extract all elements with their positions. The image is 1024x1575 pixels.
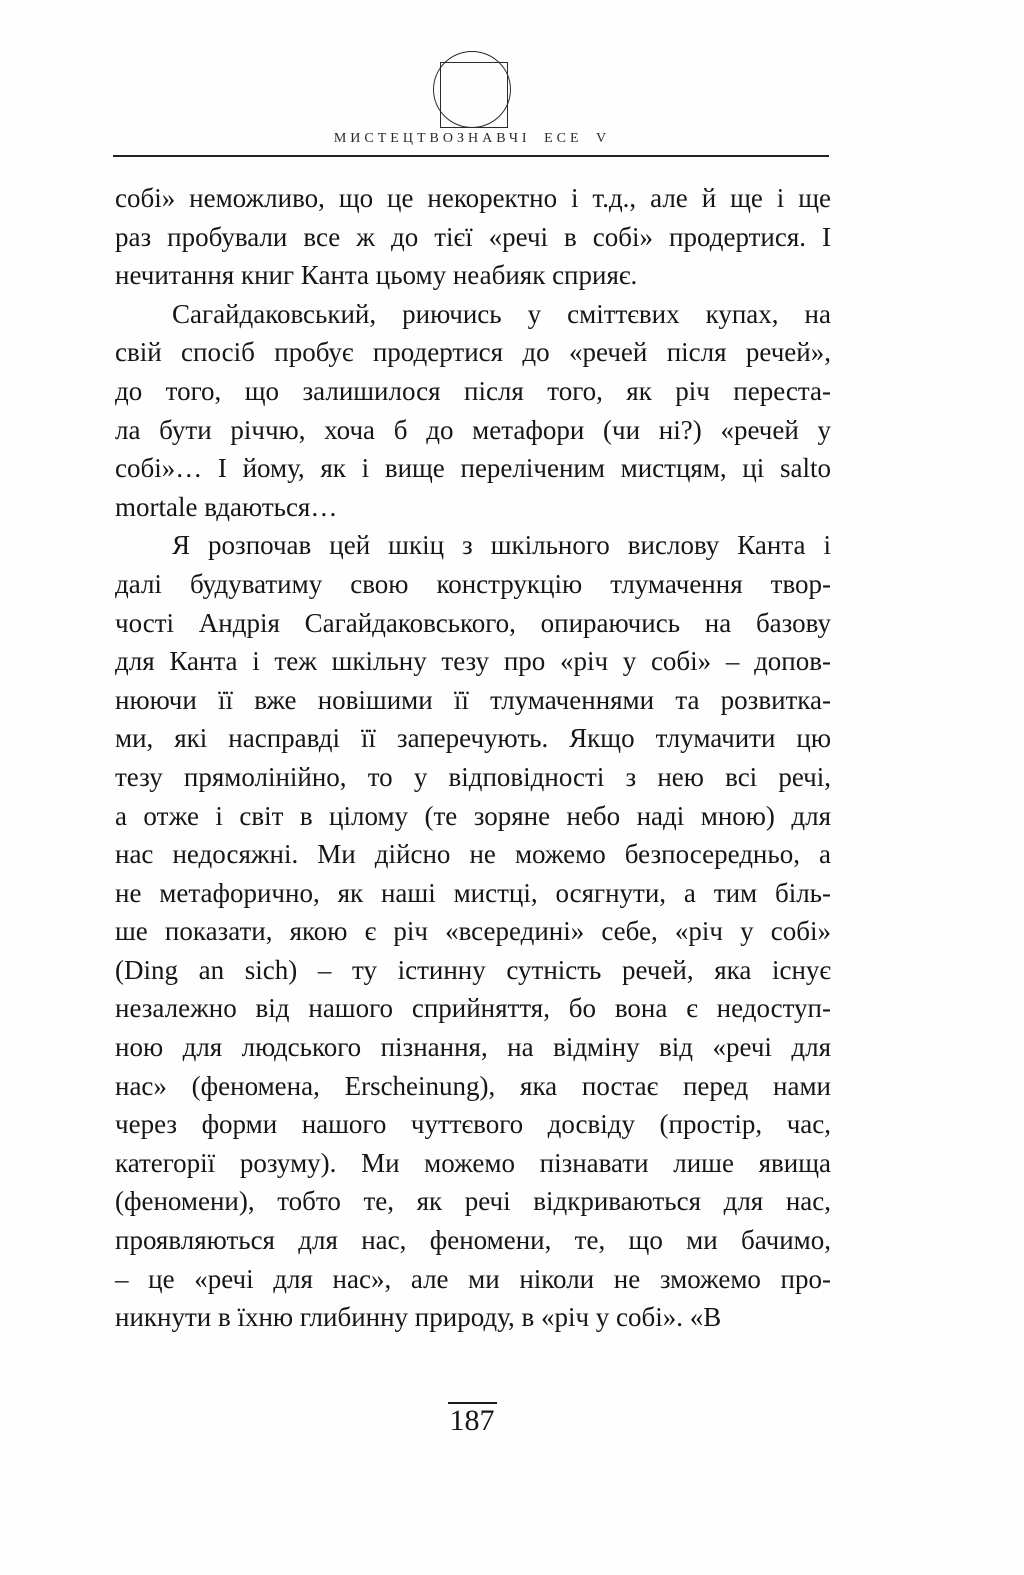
text-line: ми, які насправді її заперечують. Якщо тлумачити цю	[115, 723, 831, 754]
circle-square-logo-icon	[433, 51, 513, 131]
header-rule	[113, 155, 829, 157]
text-line: (Ding an sich) – ту істинну сутність речей, яка існує	[115, 954, 831, 985]
text-line: раз пробували все ж до тієї «речі в собі» продертися. І	[115, 221, 831, 252]
text-line: чості Андрія Сагайдаковського, опираючись на базову	[115, 607, 831, 638]
text-line: для Канта і теж шкільну тезу про «річ у собі» – допов-	[115, 646, 831, 677]
text-line: ла бути річчю, хоча б до метафори (чи ні?) «речей у	[115, 414, 831, 445]
text-line: категорії розуму). Ми можемо пізнавати лише явища	[115, 1147, 831, 1178]
text-line: проявляються для нас, феномени, те, що ми бачимо,	[115, 1225, 831, 1256]
text-line: собі» неможливо, що це некоректно і т.д., але й ще і ще	[115, 183, 831, 213]
text-line: Сагайдаковський, риючись у сміттєвих купах, на	[172, 298, 831, 329]
text-line: нюючи її вже новішими її тлумаченнями та розвитка-	[115, 684, 831, 715]
text-line: (феномени), тобто те, як речі відкриваються для нас,	[115, 1186, 831, 1217]
logo-square-shape	[440, 62, 508, 128]
text-line: свій спосіб пробує продертися до «речей після речей»,	[115, 337, 831, 368]
text-line: через форми нашого чуттєвого досвіду (простір, час,	[115, 1109, 831, 1140]
text-line: нас» (феномена, Erscheinung), яка постає перед нами	[115, 1070, 831, 1101]
text-line: а отже і світ в цілому (те зоряне небо наді мною) для	[115, 800, 831, 831]
text-line: тезу прямолінійно, то у відповідності з нею всі речі,	[115, 761, 831, 792]
text-line: собі»… І йому, як і вище переліченим мистцям, ці salto	[115, 453, 831, 484]
footer	[114, 1402, 830, 1437]
text-line: не метафорично, як наші мистці, осягнути, а тим біль-	[115, 877, 831, 908]
text-line: Я розпочав цей шкіц з шкільного вислову Канта і	[172, 530, 831, 561]
text-line: далі будуватиму свою конструкцію тлумачення твор-	[115, 568, 831, 599]
text-line: mortale вдаються…	[115, 491, 338, 522]
text-line: нас недосяжні. Ми дійсно не можемо безпосередньо, а	[115, 839, 831, 870]
text-line: – це «речі для нас», але ми ніколи не зможемо про-	[115, 1263, 831, 1294]
text-line: ною для людського пізнання, на відміну від «речі для	[115, 1032, 831, 1063]
text-line: нечитання книг Канта цьому неабияк сприяє.	[115, 260, 638, 291]
text-line: ше показати, якою є річ «всередині» себе, «річ у собі»	[115, 916, 831, 947]
page-number: 187	[449, 1404, 495, 1437]
text-line: до того, що залишилося після того, як річ переста-	[115, 375, 831, 406]
text-line: незалежно від нашого сприйняття, бо вона є недоступ-	[115, 993, 831, 1024]
body-text	[115, 179, 831, 1337]
running-head-title: МИСТЕЦТВОЗНАВЧІ ЕСЕ V	[333, 131, 611, 146]
text-line: никнути в їхню глибинну природу, в «річ у собі». «В	[115, 1302, 722, 1333]
